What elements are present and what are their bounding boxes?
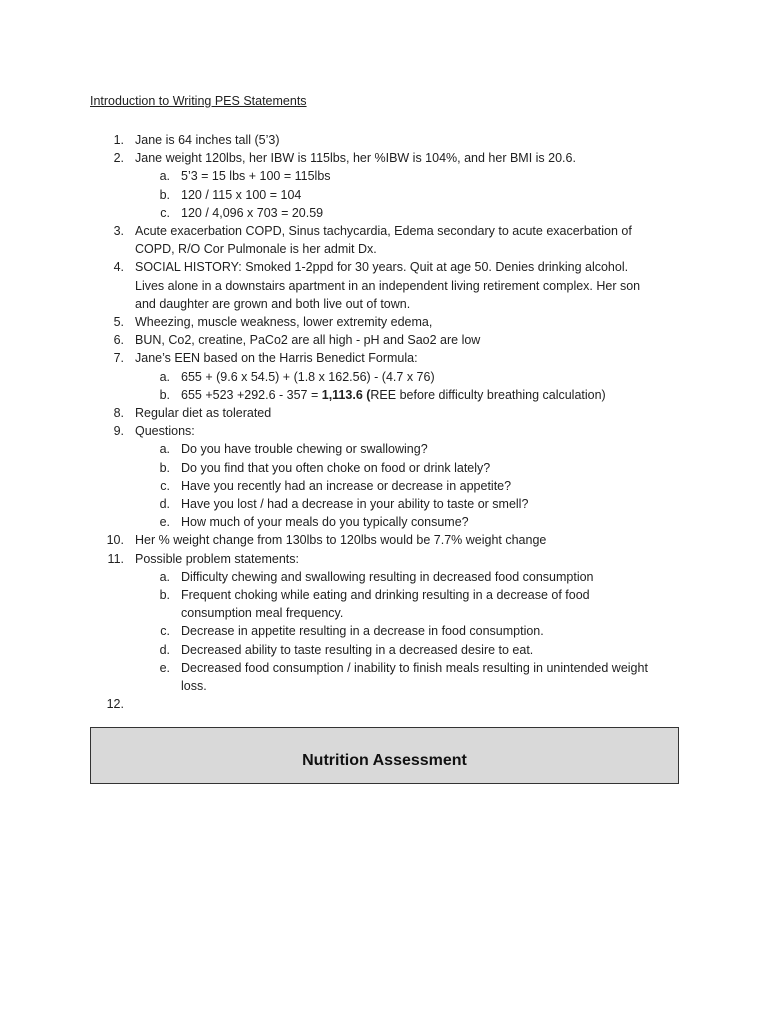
list-marker: 11. <box>107 551 124 566</box>
list-text: and daughter are grown and both live out of town. <box>135 296 411 311</box>
list-text: Wheezing, muscle weakness, lower extremity edema, <box>135 315 433 329</box>
bold-value: 1,113.6 ( <box>321 387 371 402</box>
list-text: Acute exacerbation COPD, Sinus tachycardia, Edema secondary to acute exacerbation of <box>135 224 632 238</box>
list-marker: a. <box>159 169 170 184</box>
list-marker: 1. <box>113 133 124 147</box>
section-header-box <box>90 727 679 784</box>
list-text: 655 +523 +292.6 - 357 = 1,113.6 (REE before difficulty breathing calculation) <box>181 387 606 402</box>
list-marker: b. <box>159 187 170 202</box>
list-marker: c. <box>160 478 170 493</box>
list-marker: a. <box>159 369 170 384</box>
list-text: Decreased ability to taste resulting in a decreased desire to eat. <box>181 642 534 657</box>
list-marker: b. <box>159 387 170 402</box>
list-marker: 8. <box>113 406 124 420</box>
list-text: Questions: <box>135 424 195 439</box>
list-text: Possible problem statements: <box>135 551 299 566</box>
list-text: Difficulty chewing and swallowing resulting in decreased food consumption <box>181 569 594 584</box>
list-marker: d. <box>159 642 170 657</box>
list-text: SOCIAL HISTORY: Smoked 1-2ppd for 30 years. Quit at age 50. Denies drinking alcohol. <box>135 260 629 275</box>
list-text: Do you find that you often choke on food or drink lately? <box>181 460 491 475</box>
list-marker: b. <box>159 588 170 602</box>
list-text: Jane’s EEN based on the Harris Benedict Formula: <box>135 351 418 366</box>
list-text: 655 + (9.6 x 54.5) + (1.8 x 162.56) - (4.7 x 76) <box>181 369 435 384</box>
list-text: Jane is 64 inches tall (5’3) <box>135 133 280 147</box>
list-text: Lives alone in a downstairs apartment in an independent living retirement complex. Her son <box>135 278 641 293</box>
list-marker: 5. <box>113 315 124 329</box>
list-text: Do you have trouble chewing or swallowing? <box>181 442 428 457</box>
list-marker: 12. <box>106 697 124 712</box>
list-text: consumption meal frequency. <box>181 606 344 621</box>
list-marker: 4. <box>113 260 124 275</box>
list-text: Have you lost / had a decrease in your ability to taste or smell? <box>181 497 529 511</box>
list-marker: 10. <box>106 533 124 548</box>
section-heading: Nutrition Assessment <box>302 752 467 769</box>
list-text: Decrease in appetite resulting in a decrease in food consumption. <box>181 624 544 639</box>
list-marker: 3. <box>113 224 124 238</box>
list-marker: c. <box>160 205 170 220</box>
list-marker: 2. <box>113 151 124 166</box>
list-marker: 9. <box>113 424 124 439</box>
page-title: Introduction to Writing PES Statements <box>90 94 307 108</box>
list-text: 120 / 115 x 100 = 104 <box>181 187 302 202</box>
list-marker: b. <box>159 460 170 475</box>
list-marker: a. <box>159 442 170 457</box>
list-text: loss. <box>181 679 207 693</box>
list-marker: d. <box>159 497 170 511</box>
list-text: Jane weight 120lbs, her IBW is 115lbs, her %IBW is 104%, and her BMI is 20.6. <box>135 151 576 166</box>
list-text: Frequent choking while eating and drinking resulting in a decrease of food <box>181 588 590 602</box>
list-text: Have you recently had an increase or decrease in appetite? <box>181 478 512 493</box>
list-marker: a. <box>159 569 170 584</box>
list-marker: e. <box>159 515 170 530</box>
list-text: COPD, R/O Cor Pulmonale is her admit Dx. <box>135 242 377 257</box>
list-text: Her % weight change from 130lbs to 120lbs would be 7.7% weight change <box>135 533 547 548</box>
list-text: Regular diet as tolerated <box>135 406 272 420</box>
list-text: Decreased food consumption / inability to finish meals resulting in unintended weight <box>181 660 648 675</box>
list-marker: e. <box>159 660 170 675</box>
list-text: BUN, Co2, creatine, PaCo2 are all high - pH and Sao2 are low <box>135 333 481 348</box>
list-marker: 7. <box>113 351 124 366</box>
list-text: 5’3 = 15 lbs + 100 = 115lbs <box>181 169 331 184</box>
list-text: How much of your meals do you typically consume? <box>181 515 469 530</box>
list-text: 120 / 4,096 x 703 = 20.59 <box>181 205 324 220</box>
list-marker: 6. <box>113 333 124 348</box>
list-marker: c. <box>160 624 170 639</box>
